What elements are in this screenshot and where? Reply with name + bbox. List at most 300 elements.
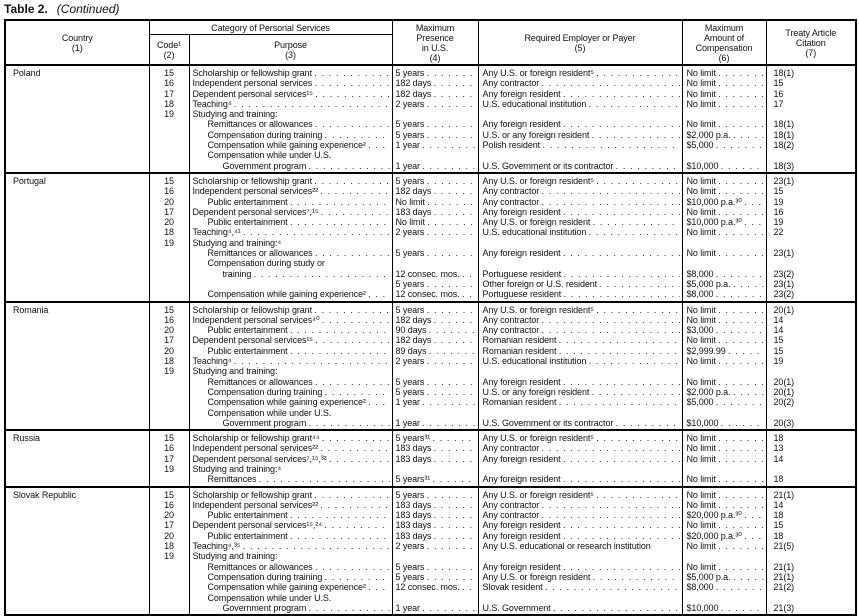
amount-value: $5,000 . . xyxy=(683,397,766,407)
citation-value: 23(2) xyxy=(773,268,795,279)
dot-leader xyxy=(313,89,390,99)
dot-leader xyxy=(366,397,390,407)
amount-value: No limit . . xyxy=(683,562,766,572)
code-value xyxy=(150,387,189,397)
code-value xyxy=(150,248,189,258)
amount-value: $10,000 p.a.³⁰ . . xyxy=(683,197,766,207)
dot-leader xyxy=(288,510,390,520)
purpose-line: Compensation during training . . xyxy=(190,387,392,397)
dot-leader xyxy=(716,433,764,443)
citation-value xyxy=(767,258,856,268)
citation-value: 14 xyxy=(773,453,784,464)
dot-leader xyxy=(366,289,390,299)
dot-leader xyxy=(322,130,389,140)
dot-leader xyxy=(742,217,764,227)
citation-value: 18(3) xyxy=(773,160,795,171)
dot-leader xyxy=(730,130,763,140)
amount-value: $3,000 . . xyxy=(683,325,766,335)
code-value xyxy=(150,603,189,613)
dot-leader xyxy=(426,325,475,335)
amount-value: No limit . . xyxy=(683,305,766,315)
dot-leader xyxy=(716,474,764,484)
citation-value: 18 xyxy=(773,510,784,521)
dot-leader xyxy=(586,356,679,366)
presence-value xyxy=(393,258,478,268)
code-value: 15 xyxy=(164,489,174,500)
amount-value: No limit . . xyxy=(683,99,766,109)
presence-value: 183 days . . xyxy=(393,443,478,453)
code-value: 16 xyxy=(164,186,174,197)
purpose-line: Studying and training:⁴ xyxy=(192,463,282,474)
payer-value: Any contractor . . xyxy=(479,78,682,88)
citation-value: 23(1) xyxy=(773,278,795,289)
dot-leader xyxy=(718,603,763,613)
amount-value: No limit . . xyxy=(683,520,766,530)
code-value xyxy=(150,161,189,171)
dot-leader xyxy=(590,217,679,227)
payer-value: Any contractor . . xyxy=(479,443,682,453)
purpose-line: Scholarship or fellowship grant . . xyxy=(190,305,392,315)
td-country xyxy=(5,302,149,431)
presence-value: 90 days . . xyxy=(393,325,478,335)
amount-value: No limit . . xyxy=(683,68,766,78)
code-value: 19 xyxy=(164,551,174,562)
dot-leader xyxy=(713,289,763,299)
presence-value: 2 years . . xyxy=(393,541,478,551)
amount-value: $20,000 p.a.³⁰ . . xyxy=(683,531,766,541)
presence-value: 183 days . . xyxy=(393,531,478,541)
dot-leader xyxy=(539,325,679,335)
citation-value: 20(1) xyxy=(773,376,795,387)
purpose-line: Compensation during training . . xyxy=(190,572,392,582)
code-value xyxy=(150,474,189,484)
td-payer xyxy=(478,487,682,616)
dot-leader xyxy=(431,520,475,530)
dot-leader xyxy=(460,582,476,592)
presence-value: 182 days . . xyxy=(393,315,478,325)
payer-value: Any foreign resident . . xyxy=(479,520,682,530)
payer-value xyxy=(479,551,682,561)
presence-value: 1 year . . xyxy=(393,397,478,407)
purpose-line: Compensation while gaining experience² . . xyxy=(190,289,392,299)
dot-leader xyxy=(713,582,763,592)
dot-leader xyxy=(561,89,680,99)
dot-leader xyxy=(420,603,476,613)
code-value: 16 xyxy=(164,443,174,454)
payer-value: Polish resident . . xyxy=(479,140,682,150)
presence-value: 182 days . . xyxy=(393,335,478,345)
presence-value: 5 years . . xyxy=(393,490,478,500)
header-amount-line2: Amount of xyxy=(703,32,745,43)
purpose-line: Public entertainment . . xyxy=(190,531,392,541)
dot-leader xyxy=(594,176,680,186)
payer-value: Portuguese resident . . xyxy=(479,289,682,299)
dot-leader xyxy=(424,377,475,387)
payer-value: Slovak resident . . xyxy=(479,582,682,592)
citation-value: 20(1) xyxy=(773,304,795,315)
code-value: 18 xyxy=(164,356,174,367)
payer-value: Any U.S. or foreign resident⁵ . . xyxy=(479,490,682,500)
dot-leader xyxy=(312,176,390,186)
dot-leader xyxy=(460,289,476,299)
payer-value xyxy=(479,109,682,119)
td-code xyxy=(149,302,189,431)
dot-leader xyxy=(424,305,475,315)
purpose-line: Government program . . xyxy=(190,603,392,613)
dot-leader xyxy=(306,603,389,613)
dot-leader xyxy=(322,572,389,582)
presence-value: 182 days . . xyxy=(393,78,478,88)
presence-value: 1 year . . xyxy=(393,140,478,150)
purpose-line: Teaching⁴ . . xyxy=(190,99,392,109)
dot-leader xyxy=(594,68,680,78)
payer-value: Any U.S. educational or research institution xyxy=(482,541,651,552)
continued-label: (Continued) xyxy=(56,2,120,16)
td-country xyxy=(5,65,149,173)
page-title xyxy=(4,3,859,16)
amount-value xyxy=(683,593,766,603)
dot-leader xyxy=(420,418,476,428)
dot-leader xyxy=(716,68,764,78)
dot-leader xyxy=(431,207,475,217)
payer-value: U.S. Government or its contractor . . xyxy=(479,161,682,171)
presence-value: 12 consec. mos. . . xyxy=(393,289,478,299)
td-amount xyxy=(682,487,766,616)
citation-value: 15 xyxy=(773,520,784,531)
header-purpose-num: (3) xyxy=(285,49,296,60)
td-citation xyxy=(766,430,856,486)
header-citation xyxy=(766,20,856,65)
purpose-line: Independent personal services²² . . xyxy=(190,443,392,453)
amount-value: $8,000 . . xyxy=(683,582,766,592)
citation-value: 23(1) xyxy=(773,175,795,186)
dot-leader xyxy=(716,562,764,572)
purpose-line: Compensation while under U.S. xyxy=(207,150,332,161)
purpose-line: training . . xyxy=(190,269,392,279)
header-category-group-label: Category of Personal Services xyxy=(211,22,330,33)
dot-leader xyxy=(312,68,390,78)
payer-value: U.S. or any foreign resident . . xyxy=(479,387,682,397)
presence-value: 5 years . . xyxy=(393,562,478,572)
td-amount xyxy=(682,65,766,173)
dot-leader xyxy=(288,325,390,335)
payer-value: U.S. Government . . xyxy=(479,603,682,613)
purpose-line: Government program . . xyxy=(190,418,392,428)
payer-value: Any foreign resident . . xyxy=(479,474,682,484)
citation-value: 16 xyxy=(773,88,784,99)
citation-value: 20(3) xyxy=(773,417,795,428)
code-value xyxy=(150,572,189,582)
dot-leader xyxy=(539,443,679,453)
payer-value: Any U.S. or foreign resident . . xyxy=(479,572,682,582)
td-amount xyxy=(682,302,766,431)
td-code xyxy=(149,430,189,486)
country-name: Portugal xyxy=(13,175,46,186)
td-presence xyxy=(392,173,478,302)
header-payer-num: (5) xyxy=(574,42,586,53)
dot-leader xyxy=(424,356,475,366)
dot-leader xyxy=(318,443,390,453)
presence-value: 183 days . . xyxy=(393,454,478,464)
header-code-label: Code¹ xyxy=(156,39,181,50)
purpose-line: Remittances or allowances . . xyxy=(190,377,392,387)
dot-leader xyxy=(561,377,680,387)
presence-value xyxy=(393,464,478,474)
presence-value: 5 years . . xyxy=(393,176,478,186)
citation-value: 15 xyxy=(773,335,784,346)
dot-leader xyxy=(742,197,764,207)
td-purpose xyxy=(189,65,392,173)
citation-value: 21(5) xyxy=(773,541,795,552)
purpose-line: Compensation while gaining experience² . . xyxy=(190,397,392,407)
table-body xyxy=(5,65,856,615)
dot-leader xyxy=(556,335,679,345)
dot-leader xyxy=(716,119,764,129)
td-payer xyxy=(478,65,682,173)
header-amount-line1: Maximum xyxy=(704,22,744,33)
header-purpose xyxy=(189,35,392,66)
purpose-line xyxy=(190,279,392,289)
payer-value: Other foreign or U.S. resident . . xyxy=(479,279,682,289)
amount-value: $8,000 . . xyxy=(683,269,766,279)
citation-value: 15 xyxy=(773,186,784,197)
header-country xyxy=(5,20,149,65)
td-citation xyxy=(766,487,856,616)
code-value: 20 xyxy=(164,325,174,336)
dot-leader xyxy=(460,269,476,279)
header-presence-line1: Maximum xyxy=(415,22,455,33)
payer-value xyxy=(479,258,682,268)
citation-value: 14 xyxy=(773,499,784,510)
header-code xyxy=(149,35,189,66)
payer-value xyxy=(479,464,682,474)
purpose-line: Studying and training:⁴ xyxy=(192,237,282,248)
presence-value: 183 days . . xyxy=(393,520,478,530)
amount-value xyxy=(683,551,766,561)
td-presence xyxy=(392,302,478,431)
amount-value: No limit . . xyxy=(683,474,766,484)
payer-value xyxy=(479,150,682,160)
presence-value: 183 days . . xyxy=(393,207,478,217)
purpose-line: Independent personal services²² . . xyxy=(190,186,392,196)
dot-leader xyxy=(716,541,764,551)
code-value: 16 xyxy=(164,499,174,510)
dot-leader xyxy=(313,335,390,345)
purpose-line: Remittances . . xyxy=(190,474,392,484)
dot-leader xyxy=(256,474,389,484)
dot-leader xyxy=(716,78,764,88)
payer-value: U.S. educational institution . . xyxy=(479,99,682,109)
citation-value: 21(1) xyxy=(773,489,795,500)
dot-leader xyxy=(561,474,680,484)
dot-leader xyxy=(430,474,475,484)
purpose-line: Independent personal services⁴⁰ . . xyxy=(190,315,392,325)
dot-leader xyxy=(424,227,475,237)
dot-leader xyxy=(288,217,390,227)
citation-value: 19 xyxy=(773,356,784,367)
presence-value xyxy=(393,593,478,603)
dot-leader xyxy=(431,454,475,464)
presence-value: 5 years . . xyxy=(393,387,478,397)
amount-value: No limit . . xyxy=(683,377,766,387)
presence-value xyxy=(393,366,478,376)
dot-leader xyxy=(716,315,764,325)
purpose-line: Remittances or allowances . . xyxy=(190,248,392,258)
dot-leader xyxy=(424,562,475,572)
dot-leader xyxy=(232,99,390,109)
dot-leader xyxy=(716,99,764,109)
purpose-line: Compensation while under U.S. xyxy=(207,592,332,603)
country-name: Romania xyxy=(13,304,49,315)
country-section-slovak-republic xyxy=(5,487,856,616)
dot-leader xyxy=(313,377,390,387)
presence-value xyxy=(393,238,478,248)
td-country xyxy=(5,430,149,486)
dot-leader xyxy=(539,315,679,325)
dot-leader xyxy=(327,454,390,464)
payer-value: Any U.S. or foreign resident . . xyxy=(479,217,682,227)
amount-value: No limit . . xyxy=(683,89,766,99)
payer-value xyxy=(479,238,682,248)
dot-leader xyxy=(561,562,680,572)
dot-leader xyxy=(742,531,764,541)
code-value: 17 xyxy=(164,335,174,346)
dot-leader xyxy=(424,541,475,551)
header-amount xyxy=(682,20,766,65)
dot-leader xyxy=(726,346,764,356)
presence-value: 89 days . . xyxy=(393,346,478,356)
dot-leader xyxy=(420,397,476,407)
citation-value: 13 xyxy=(773,443,784,454)
dot-leader xyxy=(424,279,475,289)
header-country-num: (1) xyxy=(71,42,83,53)
amount-value xyxy=(683,109,766,119)
presence-value: 2 years . . xyxy=(393,99,478,109)
purpose-line: Public entertainment . . xyxy=(190,510,392,520)
citation-value: 18 xyxy=(773,433,784,444)
purpose-line: Scholarship or fellowship grant . . xyxy=(190,176,392,186)
dot-leader xyxy=(716,490,764,500)
header-category-group xyxy=(149,20,392,35)
payer-value: Romanian resident . . xyxy=(479,346,682,356)
code-value: 17 xyxy=(164,206,174,217)
payer-value: Any foreign resident . . xyxy=(479,562,682,572)
td-country xyxy=(5,487,149,616)
dot-leader xyxy=(431,78,475,88)
td-presence xyxy=(392,430,478,486)
amount-value: $10,000 . . xyxy=(683,418,766,428)
citation-value: 21(3) xyxy=(773,602,795,613)
td-presence xyxy=(392,487,478,616)
presence-value xyxy=(393,408,478,418)
dot-leader xyxy=(306,418,389,428)
dot-leader xyxy=(322,387,389,397)
payer-value: Any foreign resident . . xyxy=(479,531,682,541)
purpose-line: Compensation while gaining experience² . . xyxy=(190,582,392,592)
dot-leader xyxy=(366,140,390,150)
purpose-line: Independent personal services²² . . xyxy=(190,500,392,510)
citation-value: 18(1) xyxy=(773,119,795,130)
citation-value: 16 xyxy=(773,206,784,217)
payer-value: Any U.S. or foreign resident⁵ . . xyxy=(479,176,682,186)
td-citation xyxy=(766,65,856,173)
dot-leader xyxy=(556,346,679,356)
amount-value: No limit . . xyxy=(683,335,766,345)
presence-value: No limit . . xyxy=(393,217,478,227)
dot-leader xyxy=(597,279,679,289)
dot-leader xyxy=(251,269,389,279)
citation-value: 19 xyxy=(773,196,784,207)
dot-leader xyxy=(713,397,763,407)
dot-leader xyxy=(589,387,679,397)
code-value: 19 xyxy=(164,366,174,377)
header-amount-num: (6) xyxy=(718,52,730,63)
presence-value: 5 years³¹ . . xyxy=(393,433,478,443)
payer-value xyxy=(479,593,682,603)
amount-value: No limit . . xyxy=(683,356,766,366)
amount-value: $10,000 p.a.³⁰ . . xyxy=(683,217,766,227)
citation-value xyxy=(767,238,856,248)
dot-leader xyxy=(288,346,390,356)
dot-leader xyxy=(313,119,390,129)
code-value: 15 xyxy=(164,433,174,444)
amount-value xyxy=(683,464,766,474)
td-citation xyxy=(766,302,856,431)
citation-value: 23(2) xyxy=(773,289,795,300)
country-name: Slovak Republic xyxy=(13,489,77,500)
purpose-line: Teaching⁴ . . xyxy=(190,356,392,366)
payer-value: U.S. Government or its contractor . . xyxy=(479,418,682,428)
dot-leader xyxy=(713,325,763,335)
dot-leader xyxy=(424,572,475,582)
dot-leader xyxy=(586,227,679,237)
presence-value: 2 years . . xyxy=(393,227,478,237)
dot-leader xyxy=(431,335,475,345)
amount-value: No limit . . xyxy=(683,500,766,510)
payer-value: U.S. or any foreign resident . . xyxy=(479,130,682,140)
code-value: 20 xyxy=(164,196,174,207)
dot-leader xyxy=(424,68,475,78)
code-value xyxy=(150,140,189,150)
payer-value: Any foreign resident . . xyxy=(479,119,682,129)
dot-leader xyxy=(716,227,764,237)
td-purpose xyxy=(189,487,392,616)
dot-leader xyxy=(425,217,476,227)
purpose-line: Studying and training: xyxy=(192,551,278,562)
purpose-line: Dependent personal services¹⁵ . . xyxy=(190,89,392,99)
payer-value: Any U.S. or foreign resident⁵ . . xyxy=(479,305,682,315)
header-presence-line2: Presence xyxy=(416,32,454,43)
dot-leader xyxy=(730,572,763,582)
code-value xyxy=(150,150,189,160)
code-value xyxy=(150,397,189,407)
amount-value: No limit . . xyxy=(683,315,766,325)
code-value xyxy=(150,269,189,279)
code-value xyxy=(150,130,189,140)
dot-leader xyxy=(713,269,763,279)
purpose-line: Dependent personal services¹⁵ . . xyxy=(190,335,392,345)
purpose-line: Remittances or allowances . . xyxy=(190,119,392,129)
citation-value xyxy=(767,109,856,119)
dot-leader xyxy=(306,161,389,171)
dot-leader xyxy=(366,582,390,592)
dot-leader xyxy=(539,500,679,510)
dot-leader xyxy=(594,433,680,443)
dot-leader xyxy=(586,99,679,109)
dot-leader xyxy=(431,315,475,325)
dot-leader xyxy=(539,510,679,520)
country-section-portugal xyxy=(5,173,856,302)
